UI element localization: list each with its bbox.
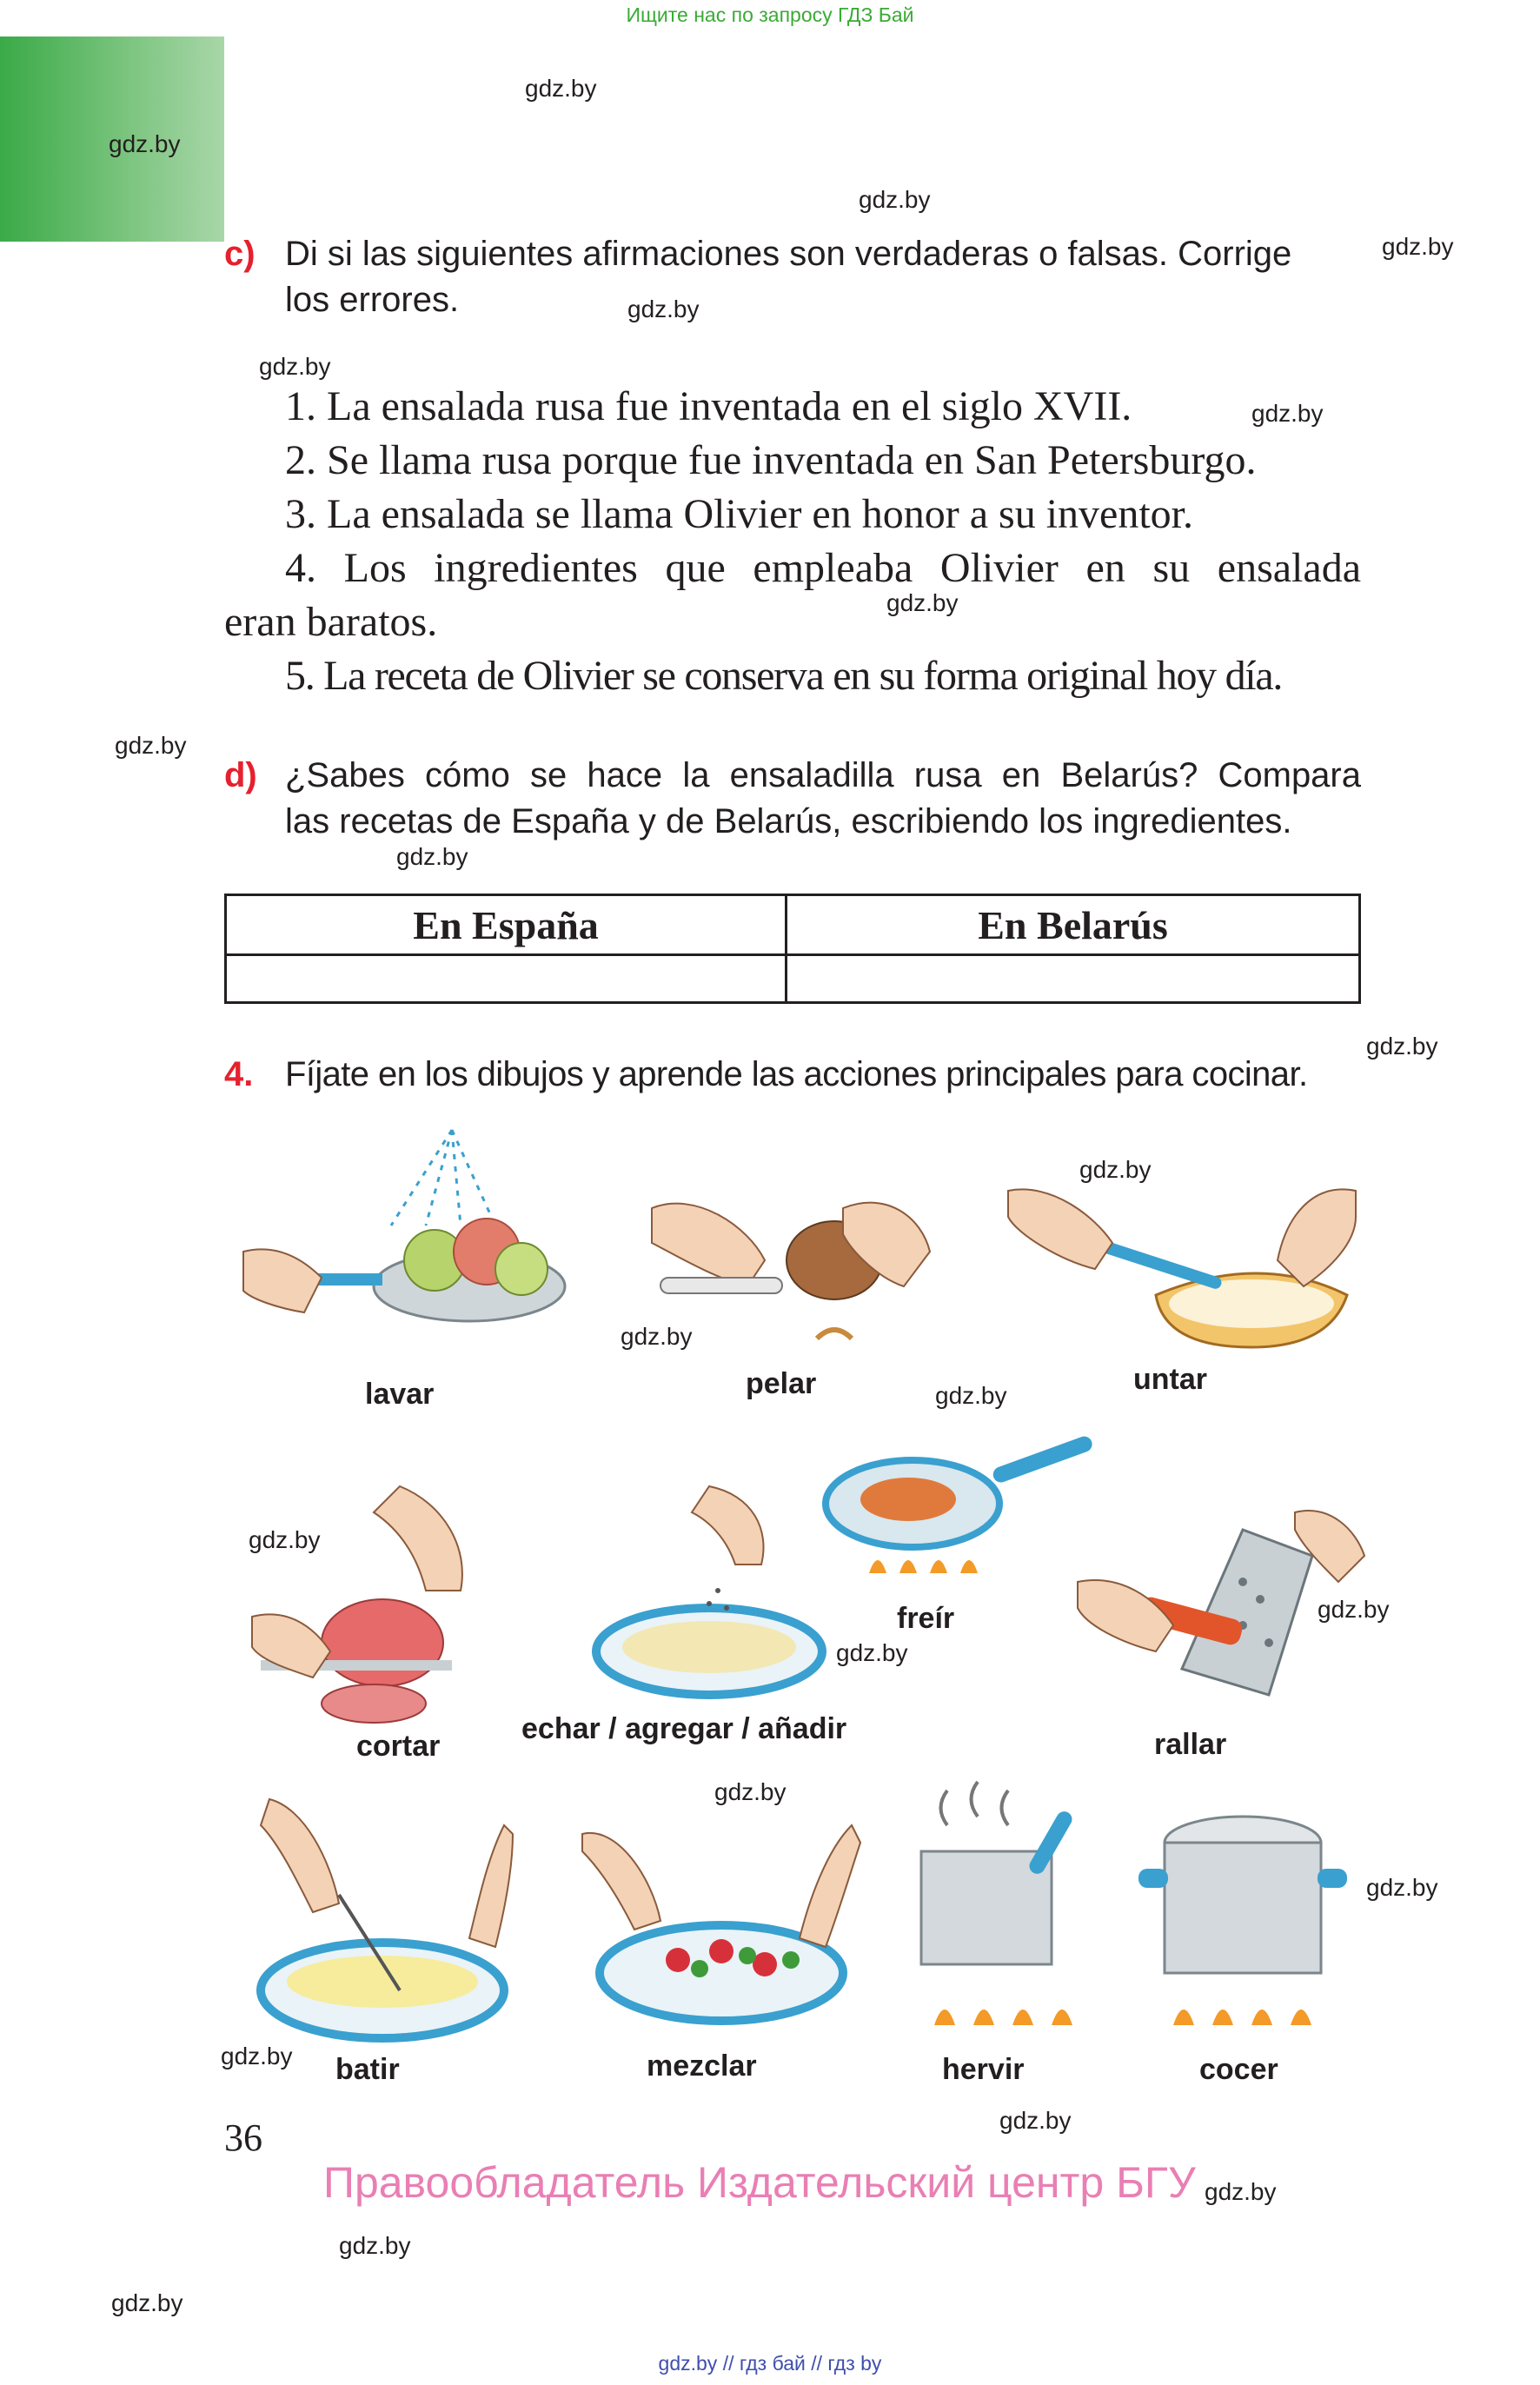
statement-4: 4. Los ingredientes que empleaba Olivier en su ensalada: [285, 545, 1361, 591]
caption-hervir: hervir: [942, 2053, 1025, 2086]
task-c-instruction-line2: los errores.: [285, 281, 460, 319]
watermark: gdz.by: [627, 296, 700, 322]
task-c-letter: c): [224, 235, 256, 273]
caption-batir: batir: [335, 2053, 400, 2086]
watermark: gdz.by: [111, 2289, 183, 2316]
task-d-letter: d): [224, 756, 257, 794]
watermark: gdz.by: [525, 75, 597, 102]
statement-1: 1. La ensalada rusa fue inventada en el siglo XVII.: [285, 383, 1132, 429]
washing-colander-illustration: [235, 1121, 582, 1382]
table-header-belarus: En Belarús: [787, 895, 1360, 955]
bottom-links[interactable]: gdz.by // гдз бай // гдз by: [658, 2352, 882, 2375]
watermark: gdz.by: [1366, 1874, 1438, 1901]
watermark: gdz.by: [1318, 1596, 1390, 1623]
table-cell-spain[interactable]: [226, 955, 787, 1003]
beating-bowl-illustration: [226, 1790, 521, 2060]
watermark: gdz.by: [339, 2232, 411, 2259]
statement-2: 2. Se llama rusa porque fue inventada en San Petersburgo.: [285, 437, 1257, 483]
caption-pelar: pelar: [746, 1367, 817, 1400]
statement-5: 5. La receta de Olivier se conserva en su forma original hoy día.: [285, 653, 1283, 699]
caption-cocer: cocer: [1199, 2053, 1278, 2086]
task-d-instruction-line2: las recetas de España y de Belarús, escribiendo los ingredientes.: [285, 802, 1292, 840]
caption-untar: untar: [1133, 1363, 1207, 1396]
watermark: gdz.by: [886, 589, 959, 616]
table-cell-belarus[interactable]: [787, 955, 1360, 1003]
frying-pan-illustration: [817, 1425, 1104, 1617]
cooking-pot-illustration: [1121, 1790, 1364, 2034]
watermark: gdz.by: [109, 130, 181, 157]
watermark: gdz.by: [1079, 1156, 1152, 1183]
watermark: gdz.by: [221, 2043, 293, 2069]
watermark: gdz.by: [1205, 2178, 1277, 2205]
watermark: gdz.by: [621, 1323, 693, 1350]
watermark: gdz.by: [396, 843, 468, 870]
watermark: gdz.by: [714, 1778, 787, 1805]
task-4-number: 4.: [224, 1055, 254, 1093]
watermark: gdz.by: [999, 2107, 1072, 2134]
watermark: gdz.by: [836, 1639, 908, 1666]
sprinkling-bowl-illustration: [587, 1478, 840, 1704]
caption-lavar: lavar: [365, 1378, 435, 1411]
cutting-sausage-illustration: [243, 1478, 504, 1747]
caption-freir: freír: [897, 1602, 955, 1635]
top-banner[interactable]: Ищите нас по запросу ГДЗ Бай: [626, 3, 914, 26]
statement-4-continued: eran baratos.: [224, 599, 438, 645]
caption-mezclar: mezclar: [647, 2050, 757, 2083]
watermark: gdz.by: [259, 353, 331, 380]
comparison-table: [224, 894, 1361, 1004]
page-number: 36: [224, 2116, 262, 2159]
task-c-instruction-line1: Di si las siguientes afirmaciones son verdaderas o falsas. Corrige: [285, 235, 1292, 273]
caption-rallar: rallar: [1154, 1728, 1227, 1761]
watermark: gdz.by: [859, 186, 931, 213]
mixing-salad-illustration: [574, 1799, 869, 2051]
watermark: gdz.by: [1251, 400, 1324, 427]
copyright-footer: Правообладатель Издательский центр БГУ: [323, 2158, 1196, 2207]
peeling-illustration: [643, 1156, 939, 1365]
watermark: gdz.by: [249, 1526, 321, 1553]
task-4-instruction: Fíjate en los dibujos y aprende las acciones principales para cocinar.: [285, 1055, 1308, 1093]
task-d-instruction-line1: ¿Sabes cómo se hace la ensaladilla rusa en Belarús? Compara: [285, 756, 1361, 794]
caption-cortar: cortar: [356, 1730, 441, 1763]
watermark: gdz.by: [115, 732, 187, 759]
watermark: gdz.by: [935, 1382, 1007, 1409]
caption-echar-agregar-anadir: echar / agregar / añadir: [521, 1712, 847, 1745]
watermark: gdz.by: [1366, 1033, 1438, 1060]
grating-illustration: [1069, 1495, 1373, 1730]
spreading-illustration: [999, 1165, 1364, 1373]
watermark: gdz.by: [1382, 233, 1454, 260]
boiling-pot-illustration: [895, 1773, 1104, 2034]
table-header-spain: En España: [226, 895, 787, 955]
statement-3: 3. La ensalada se llama Olivier en honor a su inventor.: [285, 491, 1194, 537]
